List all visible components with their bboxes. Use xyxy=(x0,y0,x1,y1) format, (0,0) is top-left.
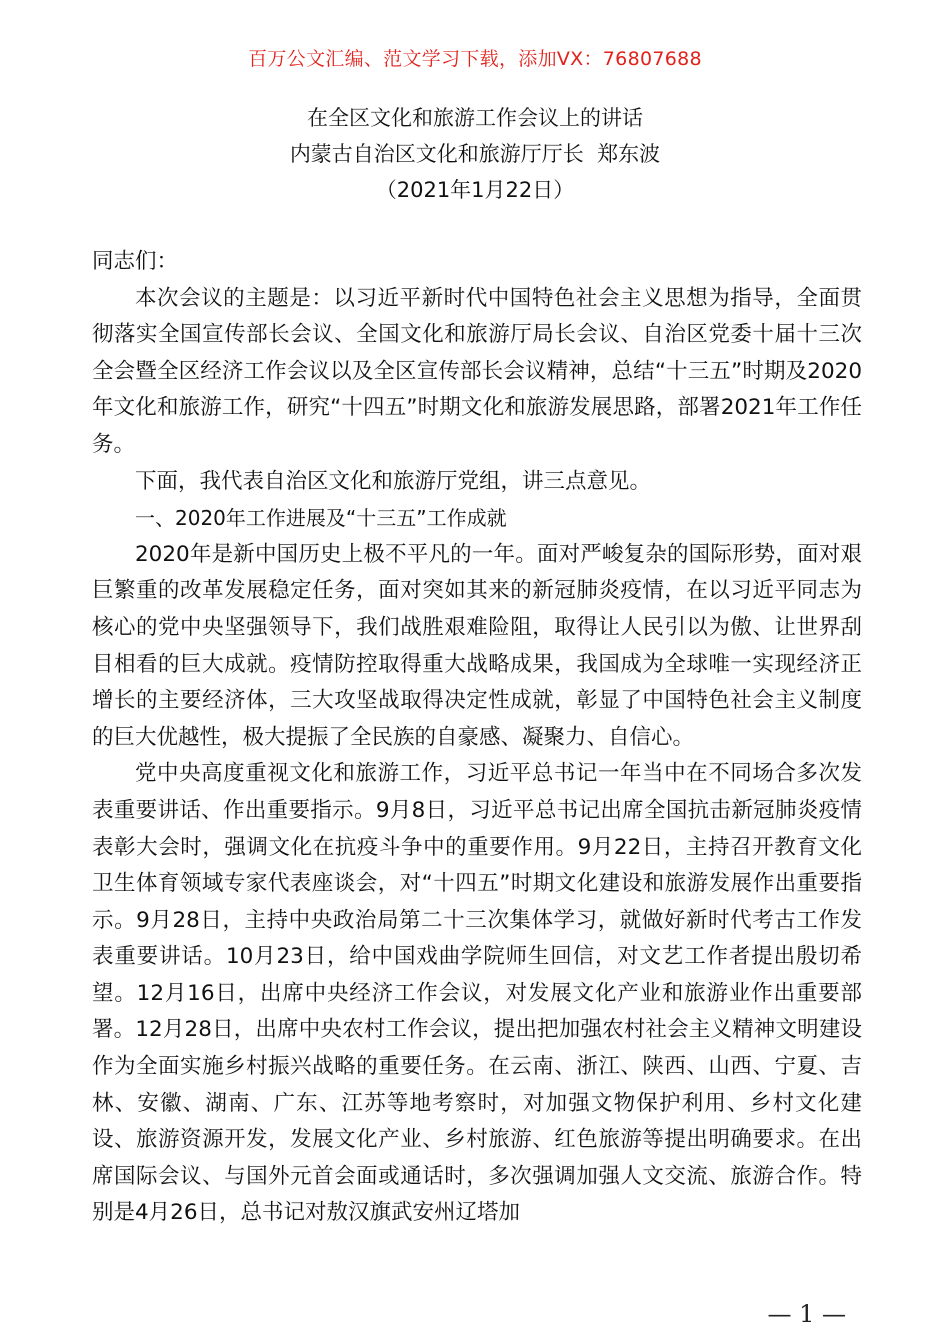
paragraph-intro: 下面，我代表自治区文化和旅游厅党组，讲三点意见。 xyxy=(135,468,652,494)
paragraph-central-committee: 党中央高度重视文化和旅游工作，习近平总书记一年当中在不同场合多次发表重要讲话、作出重要指示。9月8日，习近平总书记出席全国抗击新冠肺炎疫情表彰大会时，强调文化在抗疫斗争中的重要作用。9月22日，主持召开教育文化卫生体育领域专家代表座谈会，对“十四五”时期文化建设和旅游发展作出重要指示。9月28日，主持中央政治局第二十三次集体学习，就做好新时代考古工作发表重要讲话。10月23日，给中国戏曲学院师生回信，对文艺工作者提出殷切希望。12月16日，出席中央经济工作会议，对发展文化产业和旅游业作出重要部署。12月28日，出席中央农村工作会议，提出把加强农村社会主义精神文明建设作为全面实施乡村振兴战略的重要任务。在云南、浙江、陕西、山西、宁夏、吉林、安徽、湖南、广东、江苏等地考察时，对加强文物保护利用、乡村文化建设、旅游资源开发，发展文化产业、乡村旅游、红色旅游等提出明确要求。在出席国际会议、与国外元首会面或通话时，多次强调加强人文交流、旅游合作。特别是4月26日，总书记对敖汉旗武安州辽塔加 xyxy=(92,761,862,1226)
paragraph-2020-review: 2020年是新中国历史上极不平凡的一年。面对严峻复杂的国际形势，面对艰巨繁重的改革发展稳定任务，面对突如其来的新冠肺炎疫情，在以习近平同志为核心的党中央坚强领导下，我们战胜艰难险阻，取得让人民引以为傲、让世界刮目相看的巨大成就。疫情防控取得重大战略成果，我国成为全球唯一实现经济正增长的主要经济体，三大攻坚战取得决定性成就，彰显了中国特色社会主义制度的巨大优越性，极大提振了全民族的自豪感、凝聚力、自信心。 xyxy=(92,541,862,750)
speech-title: 在全区文化和旅游工作会议上的讲话 xyxy=(307,106,643,130)
salutation: 同志们： xyxy=(92,249,179,274)
page-number: — 1 — xyxy=(767,1300,846,1328)
paragraph-theme: 本次会议的主题是：以习近平新时代中国特色社会主义思想为指导，全面贯彻落实全国宣传部长会议、全国文化和旅游厅局长会议、自治区党委十届十三次全会暨全区经济工作会议以及全区宣传部长会议精神，总结“十三五”时期及2020年文化和旅游工作，研究“十四五”时期文化和旅游发展思路，部署2021年工作任务。 xyxy=(92,285,862,457)
document-body xyxy=(92,244,862,1232)
section-heading-1: 一、2020年工作进展及“十三五”工作成就 xyxy=(135,506,507,531)
watermark-banner: 百万公文汇编、范文学习下载，添加VX：76807688 xyxy=(248,48,702,70)
document-title-block xyxy=(0,100,950,208)
speech-date: （2021年1月22日） xyxy=(375,178,575,202)
speaker-line: 内蒙古自治区文化和旅游厅厅长 郑东波 xyxy=(289,142,661,166)
